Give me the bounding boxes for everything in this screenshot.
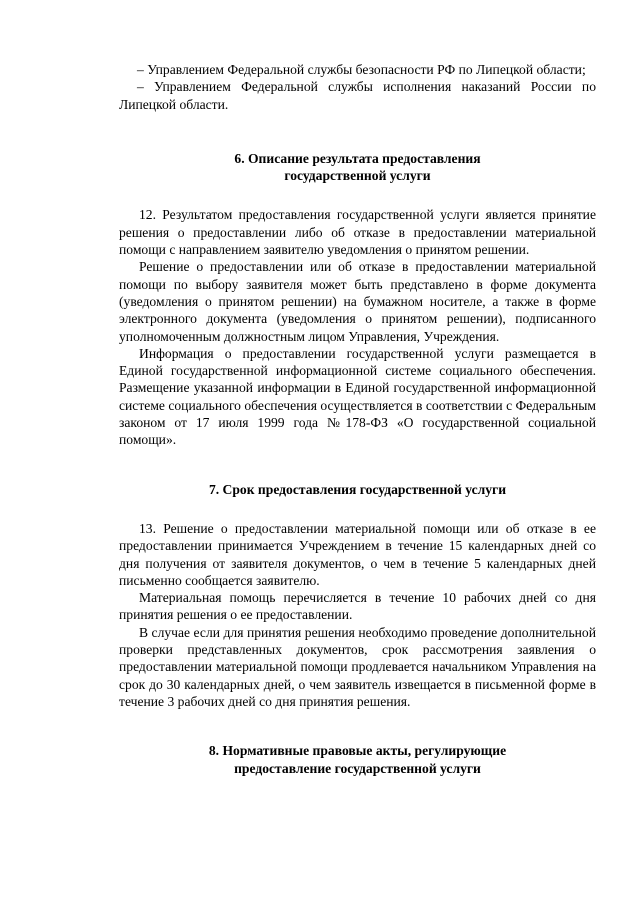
section-7-heading: 7. Срок предоставления государственной услуги — [208, 481, 507, 497]
paragraph-12: 12. Результатом предоставления государственной услуги является принятие решения о предоставлении либо об отказе в предоставлении материальной помощи с направлением заявителю уведомления о принятом решении. — [119, 207, 596, 258]
list-item: – Управлением Федеральной службы безопасности РФ по Липецкой области; — [137, 62, 586, 77]
section-8-heading-line1: 8. Нормативные правовые акты, регулирующие — [208, 743, 507, 759]
section-8-heading — [119, 742, 596, 777]
list-item: – Управлением Федеральной службы исполнения наказаний России по Липецкой области. — [119, 79, 596, 112]
section-8-heading-line2: предоставление государственной услуги — [234, 760, 481, 776]
section-6-heading-line2: государственной услуги — [284, 168, 431, 184]
section-6-heading — [119, 150, 596, 185]
paragraph-payment-term: Материальная помощь перечисляется в течение 10 рабочих дней со дня принятия решения о ее предоставлении. — [119, 590, 596, 623]
paragraph-decision-form: Решение о предоставлении или об отказе в предоставлении материальной помощи по выбору заявителя может быть представлено в форме документа (уведомления о принятом решении) на бумажном носителе, а также в форме электронного документа (уведомления о принятом решении), подписанного уполномоченным должностным лицом Управления, Учреждения. — [119, 259, 596, 344]
paragraph-information-system: Информация о предоставлении государственной услуги размещается в Единой государственной информационной системе социального обеспечения. Размещение указанной информации в Единой государственной информационной системе социального обеспечения осуществляется в соответствии с Федеральным законом от 17 июля 1999 года №178-ФЗ «О государственной социальной помощи». — [119, 345, 596, 448]
paragraph-13: 13. Решение о предоставлении материальной помощи или об отказе в ее предоставлении принимается Учреждением в течение 15 календарных дней со дня получения от заявителя документов, о чем в течение 5 календарных дней письменно сообщается заявителю. — [119, 520, 596, 588]
paragraph-extension: В случае если для принятия решения необходимо проведение дополнительной проверки представленных документов, срок рассмотрения заявления о предоставлении материальной помощи продлевается начальником Управления на срок до 30 календарных дней, о чем заявитель извещается в письменной форме в течение 3 рабочих дней со дня принятия решения. — [119, 624, 596, 709]
section-6-heading-line1: 6. Описание результата предоставления — [234, 150, 481, 166]
